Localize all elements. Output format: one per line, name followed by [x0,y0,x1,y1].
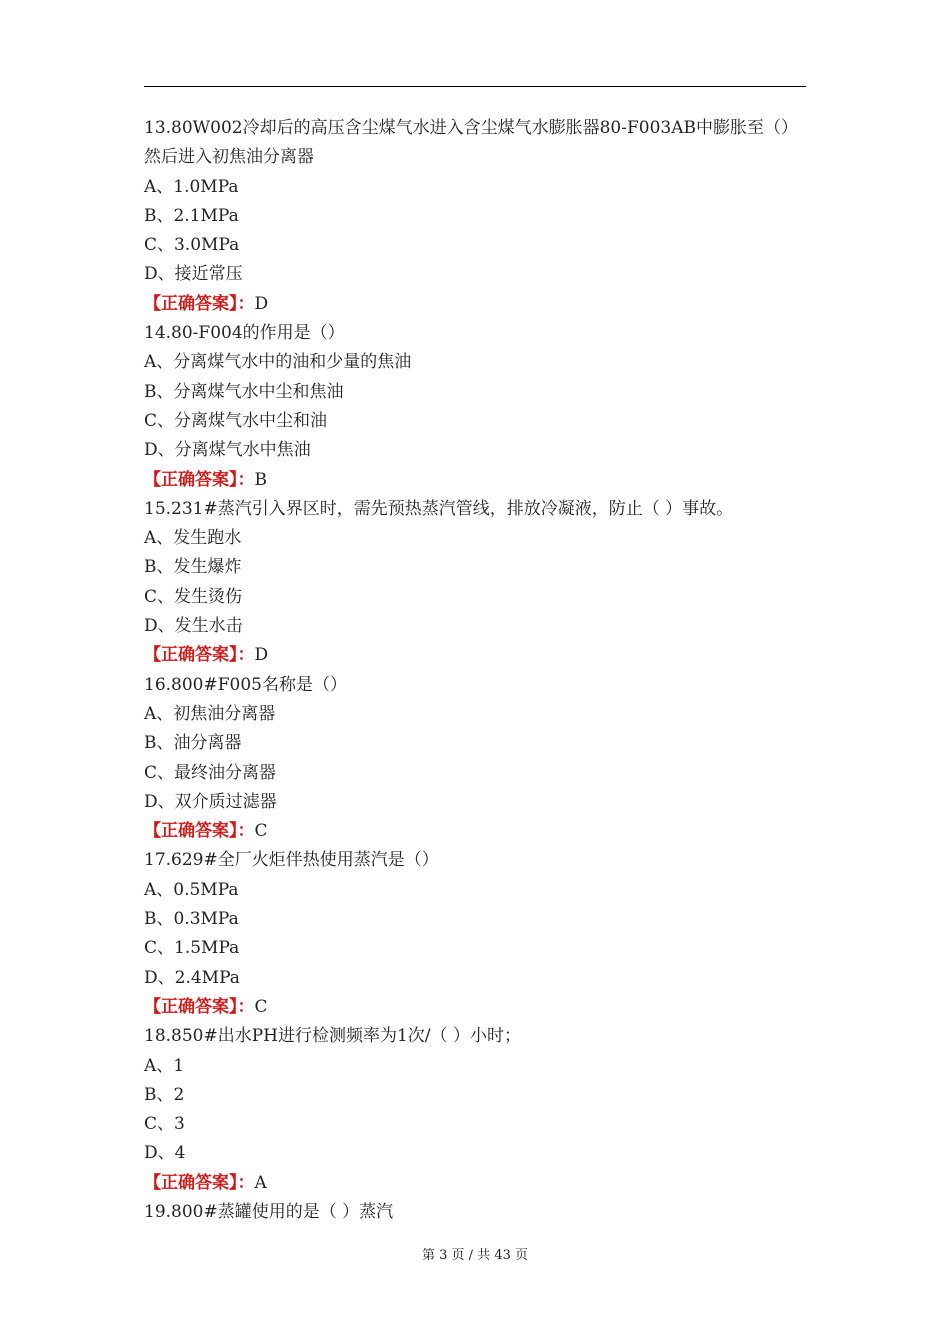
option-d: D、4 [144,1143,186,1164]
option-b: B、2 [144,1084,185,1105]
option-a: A、分离煤气水中的油和少量的焦油 [144,352,412,373]
option-a: A、0.5MPa [144,879,239,900]
answer-value: C [254,996,268,1017]
option-d: D、双介质过滤器 [144,791,277,812]
answer-value: D [254,293,269,314]
option-b: B、0.3MPa [144,909,239,930]
answer-line [144,290,810,319]
option-d: D、2.4MPa [144,967,240,988]
answer-value: C [254,821,268,842]
answer-line [144,641,810,670]
question-block [144,846,810,1022]
option-c: C、3 [144,1114,185,1135]
question-text: 14.80-F004的作用是（） [144,323,345,344]
question-text: 15.231#蒸汽引入界区时，需先预热蒸汽管线，排放冷凝液，防止（ ）事故。 [144,498,734,519]
option-b: B、油分离器 [144,733,242,754]
answer-label: 【正确答案】： [144,645,255,666]
option-d: D、分离煤气水中焦油 [144,440,311,461]
option-a: A、发生跑水 [144,528,242,549]
question-block [144,319,810,495]
option-a: A、1 [144,1055,185,1076]
question-block [144,1198,810,1227]
answer-line [144,993,810,1022]
answer-value: A [254,1172,267,1193]
option-b: B、发生爆炸 [144,557,242,578]
question-text: 16.800#F005名称是（） [144,674,347,695]
option-c: C、发生烫伤 [144,586,243,607]
answer-label: 【正确答案】： [144,293,255,314]
page-footer: 第 3 页 / 共 43 页 [422,1248,528,1263]
answer-label: 【正确答案】： [144,821,255,842]
option-c: C、3.0MPa [144,235,240,256]
option-b: B、2.1MPa [144,205,239,226]
answer-label: 【正确答案】： [144,1172,255,1193]
option-c: C、最终油分离器 [144,762,277,783]
option-d: D、接近常压 [144,264,243,285]
answer-line [144,466,810,495]
option-a: A、1.0MPa [144,176,239,197]
answer-value: B [254,469,267,490]
answer-label: 【正确答案】： [144,469,255,490]
option-d: D、发生水击 [144,616,243,637]
question-text: 18.850#出水PH进行检测频率为1次/（ ）小时； [144,1026,521,1047]
question-block [144,495,810,671]
question-list [144,114,810,1227]
answer-label: 【正确答案】： [144,996,255,1017]
question-block [144,114,810,319]
question-block [144,1022,810,1198]
option-b: B、分离煤气水中尘和焦油 [144,381,344,402]
option-c: C、分离煤气水中尘和油 [144,410,328,431]
header-rule [144,86,806,87]
question-block [144,671,810,847]
question-text: 19.800#蒸罐使用的是（ ）蒸汽 [144,1201,394,1222]
answer-value: D [254,645,269,666]
answer-line [144,817,810,846]
question-text: 13.80W002冷却后的高压含尘煤气水进入含尘煤气水膨胀器80-F003AB中膨胀至（）然后进入初焦油分离器 [144,118,798,168]
answer-line [144,1169,810,1198]
option-a: A、初焦油分离器 [144,703,276,724]
question-text: 17.629#全厂火炬伴热使用蒸汽是（） [144,850,439,871]
option-c: C、1.5MPa [144,938,240,959]
